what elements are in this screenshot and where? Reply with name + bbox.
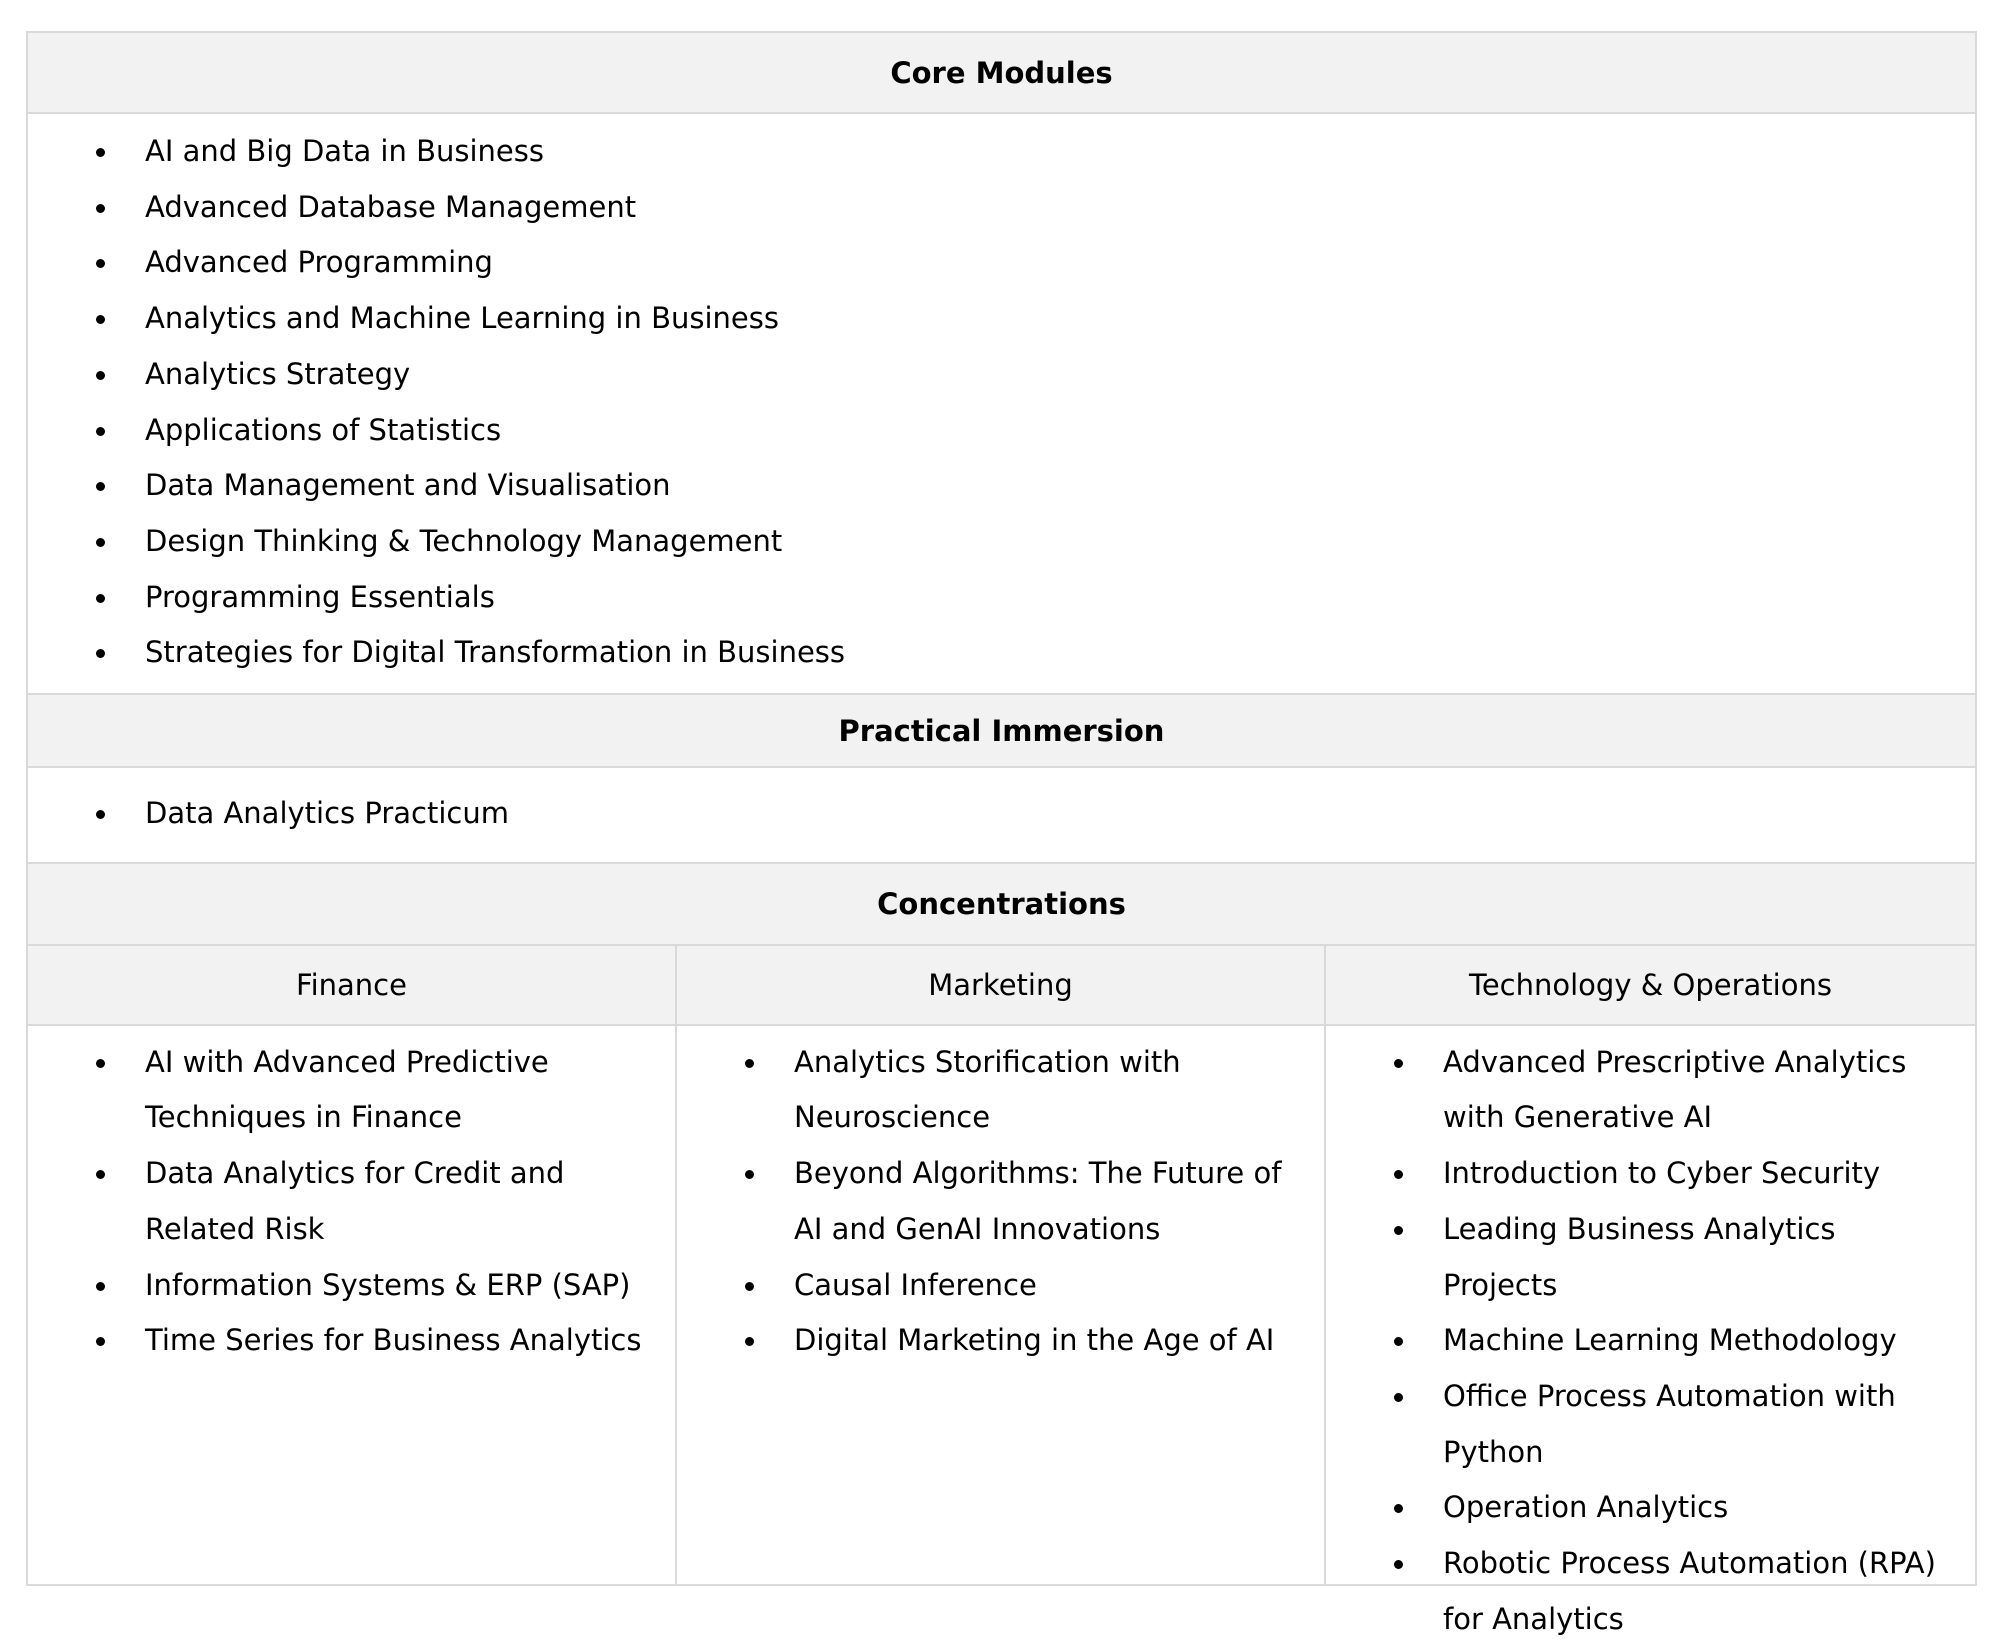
column-header-label: Technology & Operations xyxy=(1469,967,1832,1002)
module-name: Applications of Statistics xyxy=(145,412,502,447)
bullet-icon xyxy=(1394,1170,1403,1179)
bullet-icon xyxy=(745,1170,754,1179)
technology-operations-column-header xyxy=(1326,946,1975,1024)
bullet-icon xyxy=(96,1282,105,1291)
module-name: Strategies for Digital Transformation in Business xyxy=(145,635,846,670)
bullet-icon xyxy=(96,538,105,547)
bullet-icon xyxy=(96,371,105,380)
module-name: Digital Marketing in the Age of AI xyxy=(794,1323,1275,1358)
list-item xyxy=(28,1313,675,1369)
bullet-icon xyxy=(96,1059,105,1068)
marketing-column-header xyxy=(677,946,1326,1024)
module-name: Introduction to Cyber Security xyxy=(1443,1156,1881,1191)
practical-immersion-body xyxy=(28,768,1975,862)
list-item xyxy=(677,1313,1324,1369)
finance-column-header xyxy=(28,946,677,1024)
list-item xyxy=(28,124,1975,180)
bullet-icon xyxy=(96,259,105,268)
list-item xyxy=(1326,1146,1975,1202)
core-modules-list xyxy=(28,124,1975,681)
list-item xyxy=(28,347,1975,403)
list-item xyxy=(1326,1202,1975,1313)
finance-column xyxy=(28,1026,677,1584)
module-name: Data Analytics for Credit and Related Risk xyxy=(145,1156,565,1246)
module-name: Analytics Strategy xyxy=(145,356,411,391)
module-name: Beyond Algorithms: The Future of AI and GenAI Innovations xyxy=(794,1156,1282,1246)
list-item xyxy=(28,1146,675,1257)
module-name: Advanced Database Management xyxy=(145,189,637,224)
bullet-icon xyxy=(96,649,105,658)
bullet-icon xyxy=(1394,1059,1403,1068)
bullet-icon xyxy=(96,315,105,324)
concentrations-header xyxy=(28,862,1975,946)
bullet-icon xyxy=(1394,1337,1403,1346)
module-name: AI and Big Data in Business xyxy=(145,134,544,168)
core-modules-header xyxy=(28,33,1975,114)
module-name: Programming Essentials xyxy=(145,579,495,614)
bullet-icon xyxy=(1394,1560,1403,1569)
module-name: Advanced Programming xyxy=(145,245,493,280)
module-name: Analytics Storification with Neuroscience xyxy=(794,1044,1181,1135)
marketing-list xyxy=(677,1035,1324,1369)
list-item xyxy=(28,1258,675,1314)
list-item xyxy=(677,1146,1324,1257)
list-item xyxy=(28,180,1975,236)
list-item xyxy=(677,1258,1324,1314)
module-name: Causal Inference xyxy=(794,1267,1037,1302)
module-name: Design Thinking & Technology Management xyxy=(145,523,783,558)
curriculum-table xyxy=(26,31,1977,1636)
bullet-icon xyxy=(96,482,105,491)
module-name: Data Analytics Practicum xyxy=(145,796,509,831)
finance-list xyxy=(28,1035,675,1369)
list-item xyxy=(1326,1035,1975,1146)
list-item xyxy=(28,514,1975,570)
practical-immersion-list xyxy=(28,786,1975,842)
list-item xyxy=(677,1035,1324,1146)
list-item xyxy=(28,458,1975,514)
bullet-icon xyxy=(96,1170,105,1179)
module-name: Robotic Process Automation (RPA) for Analytics xyxy=(1443,1546,1936,1636)
marketing-column xyxy=(677,1026,1326,1584)
bullet-icon xyxy=(1394,1393,1403,1402)
module-name: Time Series for Business Analytics xyxy=(145,1323,642,1358)
list-item xyxy=(28,786,1975,842)
practical-immersion-header xyxy=(28,693,1975,768)
module-name: Machine Learning Methodology xyxy=(1443,1323,1897,1358)
bullet-icon xyxy=(96,594,105,603)
bullet-icon xyxy=(1394,1504,1403,1513)
module-name: Operation Analytics xyxy=(1443,1490,1729,1525)
bullet-icon xyxy=(745,1337,754,1346)
module-name: Analytics and Machine Learning in Business xyxy=(145,301,779,336)
module-name: Data Management and Visualisation xyxy=(145,468,671,503)
core-modules-title: Core Modules xyxy=(890,55,1113,90)
bullet-icon xyxy=(96,148,105,157)
practical-immersion-title: Practical Immersion xyxy=(838,713,1165,748)
concentrations-body-row xyxy=(28,1026,1975,1636)
concentrations-title: Concentrations xyxy=(877,886,1126,921)
module-name: Office Process Automation with Python xyxy=(1443,1378,1896,1469)
list-item xyxy=(1326,1480,1975,1536)
core-modules-body xyxy=(28,114,1975,693)
bullet-icon xyxy=(1394,1226,1403,1235)
column-header-label: Finance xyxy=(296,967,407,1002)
technology-operations-list xyxy=(1326,1035,1975,1647)
list-item xyxy=(28,403,1975,459)
module-name: Information Systems & ERP (SAP) xyxy=(145,1267,631,1302)
bullet-icon xyxy=(96,204,105,213)
list-item xyxy=(28,235,1975,291)
list-item xyxy=(28,625,1975,681)
list-item xyxy=(28,291,1975,347)
list-item xyxy=(28,570,1975,626)
module-name: Leading Business Analytics Projects xyxy=(1443,1211,1836,1302)
column-header-label: Marketing xyxy=(928,967,1073,1002)
list-item xyxy=(1326,1313,1975,1369)
bullet-icon xyxy=(96,427,105,436)
bullet-icon xyxy=(96,1337,105,1346)
bullet-icon xyxy=(745,1059,754,1068)
module-name: AI with Advanced Predictive Techniques in Finance xyxy=(145,1044,549,1135)
bullet-icon xyxy=(96,810,105,819)
bullet-icon xyxy=(745,1282,754,1291)
concentrations-subheader-row xyxy=(28,946,1975,1026)
module-name: Advanced Prescriptive Analytics with Generative AI xyxy=(1443,1044,1907,1135)
list-item xyxy=(1326,1536,1975,1647)
list-item xyxy=(1326,1369,1975,1480)
technology-operations-column xyxy=(1326,1026,1975,1636)
list-item xyxy=(28,1035,675,1146)
